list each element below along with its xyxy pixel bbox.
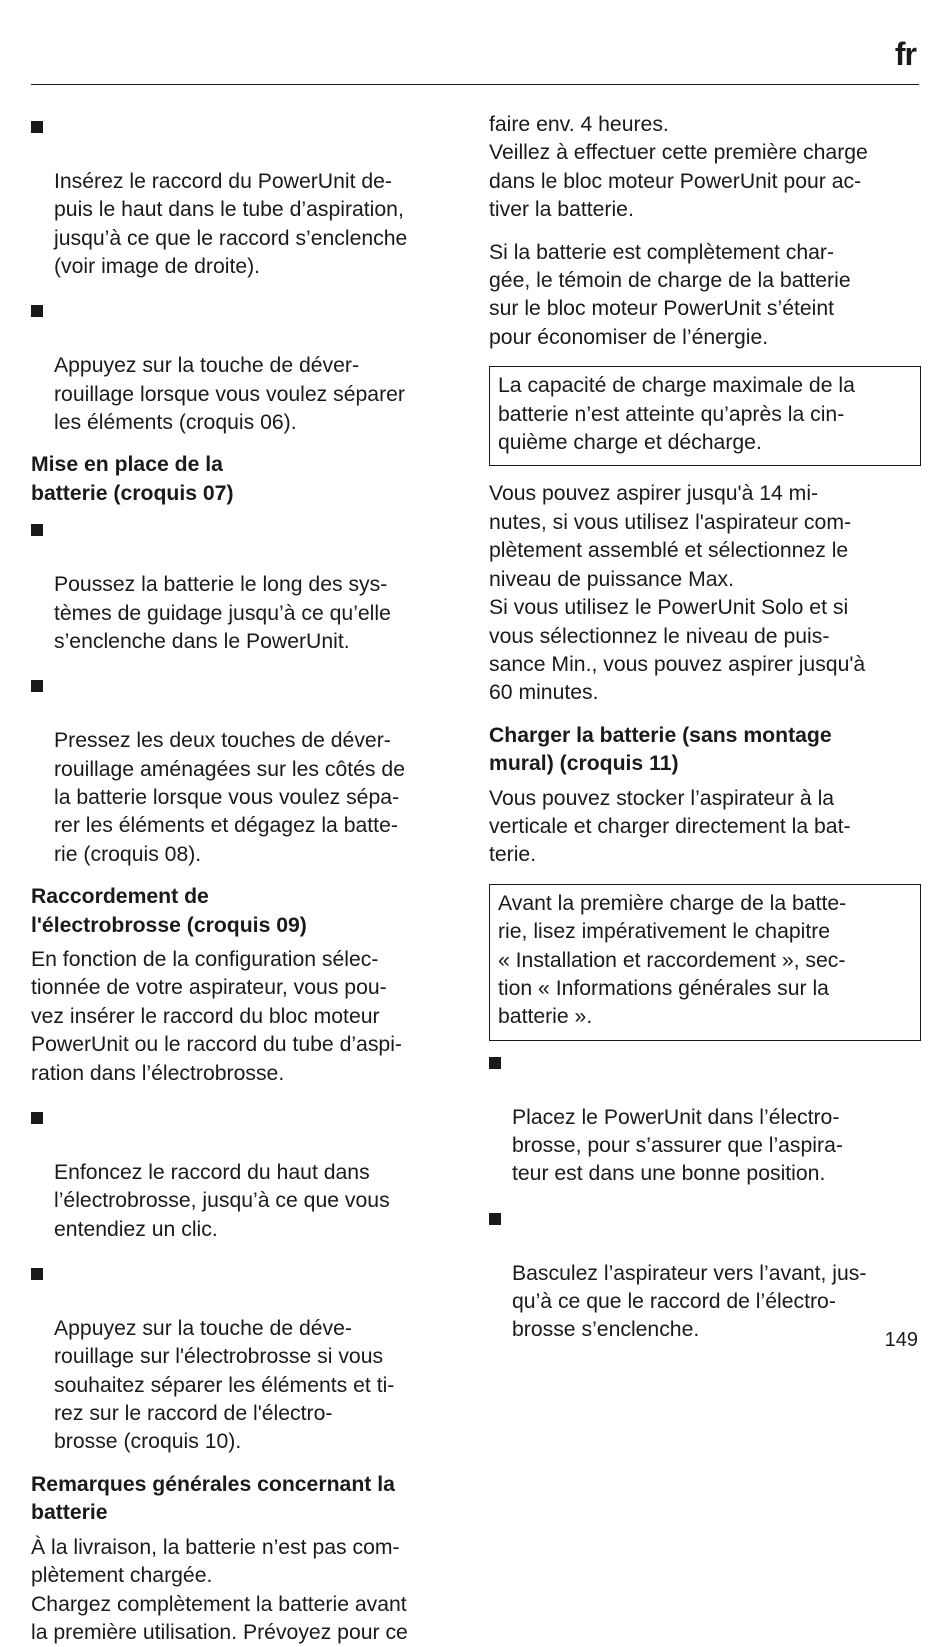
list-item xyxy=(31,111,467,281)
section-heading: Raccordement de l'électrobrosse (croquis 09) xyxy=(31,885,307,937)
list-item-text: Insérez le raccord du PowerUnit de- puis le haut dans le tube d’aspiration, jusqu’à ce que le raccord s’enclenche (voir image de droite). xyxy=(54,169,408,279)
page-number: 149 xyxy=(884,1329,918,1351)
square-bullet-icon xyxy=(31,1112,43,1124)
list-item xyxy=(489,1203,921,1345)
info-note-box: La capacité de charge maximale de la batterie n’est atteinte qu’après la cin- quième charge et décharge. xyxy=(489,366,921,466)
header-divider xyxy=(31,84,919,85)
list-item xyxy=(31,295,467,437)
list-item xyxy=(31,1258,467,1457)
square-bullet-icon xyxy=(31,1268,43,1280)
list-item-text: Appuyez sur la touche de déver- rouillage lorsque vous voulez séparer les éléments (croquis 06). xyxy=(54,354,405,435)
list-item xyxy=(31,1102,467,1244)
list-item-text: Poussez la batterie le long des sys- tèmes de guidage jusqu’à ce qu’elle s’enclenche dans le PowerUnit. xyxy=(54,573,391,653)
section-heading: Charger la batterie (sans montage mural) (croquis 11) xyxy=(489,723,832,776)
square-bullet-icon xyxy=(489,1213,501,1225)
right-column xyxy=(489,111,921,1345)
body-paragraph: En fonction de la configuration sélec- tionnée de votre aspirateur, vous pou- vez insérer le raccord du bloc moteur PowerUnit ou le raccord du tube d’aspi- ration dans l’électrobrosse. xyxy=(31,947,402,1085)
list-item xyxy=(31,514,467,656)
body-paragraph: faire env. 4 heures. Veillez à effectuer cette première charge dans le bloc moteur PowerUnit pour ac- tiver la batterie. xyxy=(489,113,868,222)
list-item-text: Appuyez sur la touche de déve- rouillage sur l'électrobrosse si vous souhaitez séparer les éléments et ti- rez sur le raccord de l'électro- brosse (croquis 10). xyxy=(54,1316,395,1454)
section-heading: Remarques générales concernant la batterie xyxy=(31,1472,395,1525)
square-bullet-icon xyxy=(489,1057,501,1069)
list-item-text: Placez le PowerUnit dans l’électro- brosse, pour s’assurer que l’aspira- teur est dans une bonne position. xyxy=(512,1105,843,1186)
list-item xyxy=(31,670,467,869)
language-label: fr xyxy=(894,36,916,72)
left-column xyxy=(31,111,467,1647)
body-paragraph: Vous pouvez stocker l’aspirateur à la verticale et charger directement la bat- terie. xyxy=(489,786,851,867)
list-item-text: Enfoncez le raccord du haut dans l’électrobrosse, jusqu’à ce que vous entendiez un clic. xyxy=(54,1160,390,1241)
square-bullet-icon xyxy=(31,524,43,536)
square-bullet-icon xyxy=(31,680,43,692)
list-item-text: Basculez l’aspirateur vers l’avant, jus- qu’à ce que le raccord de l’électro- brosse s’enclenche. xyxy=(512,1261,867,1342)
list-item-text: Pressez les deux touches de déver- rouillage aménagées sur les côtés de la batterie lorsque vous voulez sépa- rer les éléments et dégagez la batte- rie (croquis 08). xyxy=(54,729,405,866)
square-bullet-icon xyxy=(31,121,43,133)
warning-note-box: Avant la première charge de la batte- rie, lisez impérativement le chapitre « Installation et raccordement », sec- tion « Informations générales sur la batterie ». xyxy=(489,884,921,1041)
body-paragraph: À la livraison, la batterie n’est pas com- plètement chargée. Chargez complètement la batterie avant la première utilisation. Prévoyez pour ce xyxy=(31,1535,408,1644)
body-paragraph: Si la batterie est complètement char- gée, le témoin de charge de la batterie sur le bloc moteur PowerUnit s’éteint pour économiser de l’énergie. xyxy=(489,240,851,349)
square-bullet-icon xyxy=(31,305,43,317)
section-heading: Mise en place de la batterie (croquis 07) xyxy=(31,453,234,505)
list-item xyxy=(489,1047,921,1189)
body-paragraph: Vous pouvez aspirer jusqu'à 14 mi- nutes, si vous utilisez l'aspirateur com- plètement assemblé et sélectionnez le niveau de puissance Max. Si vous utilisez le PowerUnit Solo et si vous sélectionnez le niveau de puis- sance Min., vous pouvez aspirer jusqu'à 60 minutes. xyxy=(489,482,866,705)
